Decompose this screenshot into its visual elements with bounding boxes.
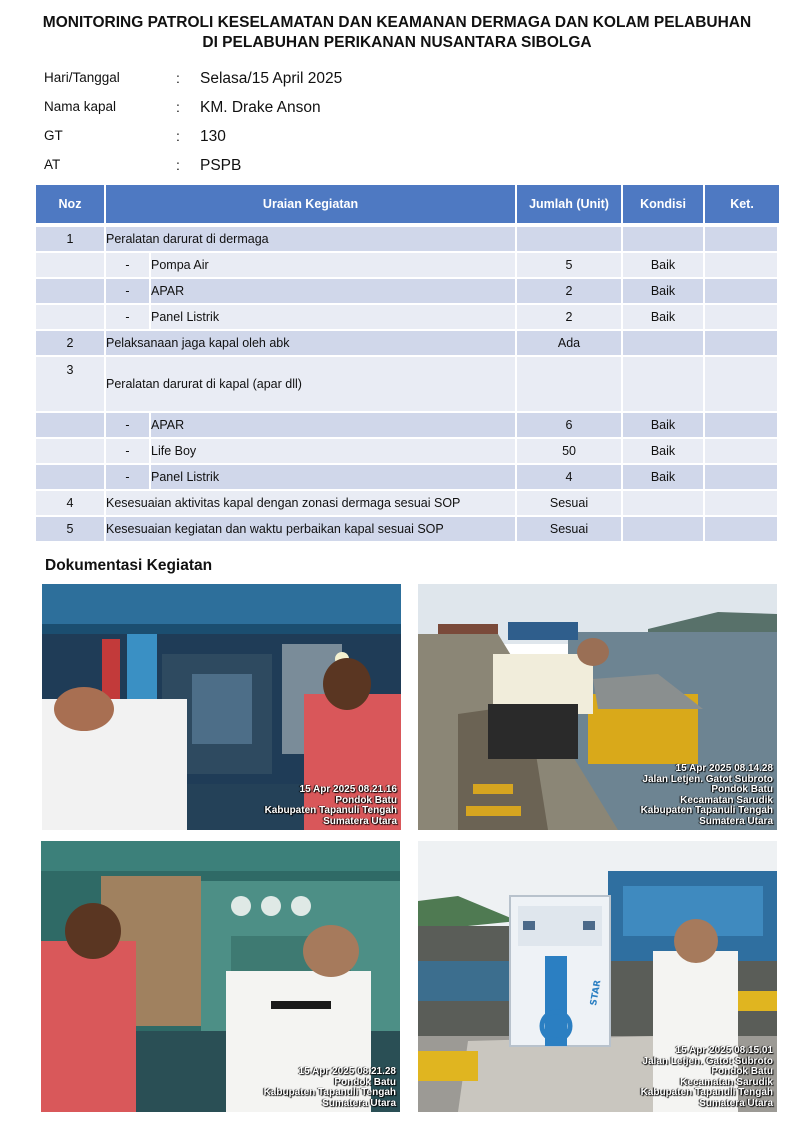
row-dash: - bbox=[106, 413, 151, 439]
row-dash: - bbox=[106, 465, 151, 491]
activity-table bbox=[36, 185, 779, 543]
table-header-row bbox=[36, 185, 779, 223]
row-no: 1 bbox=[36, 227, 106, 253]
row-note bbox=[705, 517, 779, 543]
row-no bbox=[36, 253, 106, 279]
row-no bbox=[36, 305, 106, 331]
info-value: Selasa/15 April 2025 bbox=[200, 70, 343, 87]
stamp-line: Pondok Batu bbox=[335, 794, 397, 806]
row-desc: Kesesuaian aktivitas kapal dengan zonasi dermaga sesuai SOP bbox=[106, 491, 517, 517]
row-no: 2 bbox=[36, 331, 106, 357]
row-qty: 5 bbox=[517, 253, 623, 279]
stamp-line: Pondok Batu bbox=[334, 1076, 396, 1088]
row-note bbox=[705, 357, 779, 413]
row-note bbox=[705, 253, 779, 279]
row-note bbox=[705, 227, 779, 253]
info-row-ship bbox=[44, 99, 444, 121]
row-cond: Baik bbox=[623, 439, 705, 465]
row-note bbox=[705, 279, 779, 305]
row-qty: Ada bbox=[517, 331, 623, 357]
table-row bbox=[36, 517, 779, 543]
photo-stamp bbox=[264, 1067, 396, 1109]
row-cond bbox=[623, 491, 705, 517]
row-cond: Baik bbox=[623, 413, 705, 439]
sign-text: STAR bbox=[589, 979, 604, 1007]
stamp-line: Kabupaten Tapanuli Tengah bbox=[640, 805, 773, 816]
row-desc: Pelaksanaan jaga kapal oleh abk bbox=[106, 331, 517, 357]
row-note bbox=[705, 439, 779, 465]
table-row bbox=[36, 357, 779, 413]
row-no: 4 bbox=[36, 491, 106, 517]
row-cond bbox=[623, 517, 705, 543]
row-desc: Peralatan darurat di dermaga bbox=[106, 227, 517, 253]
row-dash: - bbox=[106, 279, 151, 305]
header-note: Ket. bbox=[705, 185, 779, 223]
table-row bbox=[36, 465, 779, 491]
row-qty bbox=[517, 227, 623, 253]
row-no: 5 bbox=[36, 517, 106, 543]
document-title bbox=[20, 13, 774, 53]
stamp-line: Sumatera Utara bbox=[323, 815, 397, 827]
row-note bbox=[705, 413, 779, 439]
row-item: Pompa Air bbox=[151, 253, 517, 279]
row-note bbox=[705, 465, 779, 491]
title-line-1: MONITORING PATROLI KESELAMATAN DAN KEAMANAN DERMAGA DAN KOLAM PELABUHAN bbox=[42, 14, 752, 31]
row-cond: Baik bbox=[623, 253, 705, 279]
row-note bbox=[705, 305, 779, 331]
row-no bbox=[36, 465, 106, 491]
photo-stamp bbox=[641, 1046, 773, 1109]
title-line-2: DI PELABUHAN PERIKANAN NUSANTARA SIBOLGA bbox=[202, 34, 592, 51]
info-row-date bbox=[44, 70, 444, 92]
table-row bbox=[36, 491, 779, 517]
info-sep: : bbox=[176, 128, 180, 144]
documentation-title: Dokumentasi Kegiatan bbox=[45, 557, 213, 574]
row-item: Panel Listrik bbox=[151, 305, 517, 331]
row-qty: 6 bbox=[517, 413, 623, 439]
row-qty: 50 bbox=[517, 439, 623, 465]
row-no bbox=[36, 439, 106, 465]
row-cond: Baik bbox=[623, 465, 705, 491]
header-no: Noz bbox=[36, 185, 106, 223]
row-dash: - bbox=[106, 439, 151, 465]
info-row-at bbox=[44, 157, 444, 179]
photo-control-panel bbox=[41, 841, 400, 1112]
row-cond bbox=[623, 357, 705, 413]
row-item: APAR bbox=[151, 413, 517, 439]
info-label: Nama kapal bbox=[44, 99, 117, 114]
stamp-line: Sumatera Utara bbox=[699, 1097, 773, 1109]
info-row-gt bbox=[44, 128, 444, 150]
row-cond: Baik bbox=[623, 305, 705, 331]
row-qty: 2 bbox=[517, 279, 623, 305]
stamp-line: Kabupaten Tapanuli Tengah bbox=[263, 1087, 396, 1098]
table-row bbox=[36, 331, 779, 357]
row-qty: 2 bbox=[517, 305, 623, 331]
info-value: 130 bbox=[200, 128, 226, 145]
row-note bbox=[705, 491, 779, 517]
row-no bbox=[36, 279, 106, 305]
info-value: PSPB bbox=[200, 157, 242, 174]
stamp-line: Kabupaten Tapanuli Tengah bbox=[640, 1087, 773, 1098]
stamp-line: 15 Apr 2025 08.21.16 bbox=[299, 784, 397, 795]
stamp-line: Jalan Letjen. Gatot Subroto bbox=[642, 773, 773, 785]
stamp-line: Pondok Batu bbox=[711, 784, 773, 795]
table-row bbox=[36, 439, 779, 465]
table-row bbox=[36, 227, 779, 253]
photo-dock-pump bbox=[418, 584, 777, 830]
info-label: Hari/Tanggal bbox=[44, 70, 120, 85]
row-dash: - bbox=[106, 305, 151, 331]
info-label: AT bbox=[44, 157, 61, 172]
header-cond: Kondisi bbox=[623, 185, 705, 223]
stamp-line: 15 Apr 2025 08.15.01 bbox=[675, 1045, 773, 1056]
header-qty: Jumlah (Unit) bbox=[517, 185, 623, 223]
row-cond bbox=[623, 227, 705, 253]
row-qty bbox=[517, 357, 623, 413]
info-value: KM. Drake Anson bbox=[200, 99, 321, 116]
table-row bbox=[36, 413, 779, 439]
stamp-line: Kecamatan Sarudik bbox=[680, 1076, 773, 1088]
row-cond bbox=[623, 331, 705, 357]
row-note bbox=[705, 331, 779, 357]
stamp-line: Kecamatan Sarudik bbox=[680, 794, 773, 806]
info-sep: : bbox=[176, 157, 180, 173]
photo-power-panel bbox=[418, 841, 777, 1112]
stamp-line: Sumatera Utara bbox=[322, 1097, 396, 1109]
stamp-line: Sumatera Utara bbox=[699, 815, 773, 827]
table-row bbox=[36, 253, 779, 279]
row-qty: Sesuai bbox=[517, 491, 623, 517]
table-row bbox=[36, 305, 779, 331]
stamp-line: Jalan Letjen. Gatot Subroto bbox=[642, 1055, 773, 1067]
row-item: Life Boy bbox=[151, 439, 517, 465]
row-dash: - bbox=[106, 253, 151, 279]
photo-stamp bbox=[265, 785, 397, 827]
row-qty: 4 bbox=[517, 465, 623, 491]
stamp-line: 15 Apr 2025 08.14.28 bbox=[675, 763, 773, 774]
row-desc: Peralatan darurat di kapal (apar dll) bbox=[106, 357, 517, 413]
row-item: Panel Listrik bbox=[151, 465, 517, 491]
info-sep: : bbox=[176, 99, 180, 115]
info-sep: : bbox=[176, 70, 180, 86]
stamp-line: Pondok Batu bbox=[711, 1066, 773, 1077]
row-item: APAR bbox=[151, 279, 517, 305]
row-cond: Baik bbox=[623, 279, 705, 305]
stamp-line: 15 Apr 2025 08.21.28 bbox=[298, 1066, 396, 1077]
photo-stamp bbox=[641, 764, 773, 827]
row-no: 3 bbox=[36, 357, 106, 413]
photo-engine-room bbox=[42, 584, 401, 830]
row-desc: Kesesuaian kegiatan dan waktu perbaikan kapal sesuai SOP bbox=[106, 517, 517, 543]
info-label: GT bbox=[44, 128, 63, 143]
row-no bbox=[36, 413, 106, 439]
table-row bbox=[36, 279, 779, 305]
header-desc: Uraian Kegiatan bbox=[106, 185, 517, 223]
stamp-line: Kabupaten Tapanuli Tengah bbox=[264, 805, 397, 816]
row-qty: Sesuai bbox=[517, 517, 623, 543]
